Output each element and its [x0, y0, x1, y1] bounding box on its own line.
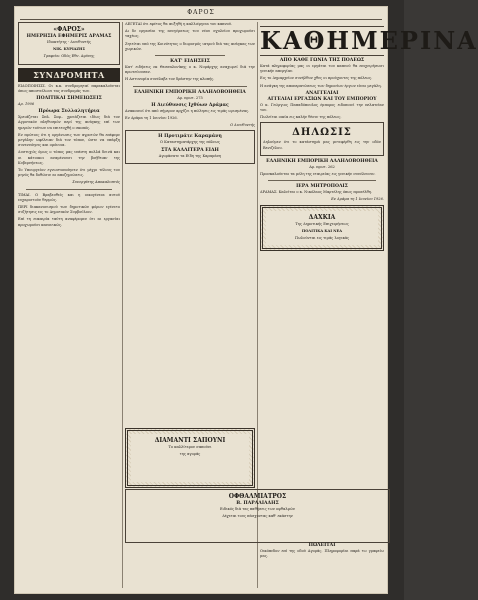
declaration-title: ΔΗΛΩΣΙΣ	[292, 127, 352, 139]
policy-heading: ΠΟΛΙΤΙΚΑΙ ΣΗΜΕΙΩΣΕΙΣ	[36, 96, 102, 102]
separator	[155, 55, 225, 56]
news-item: ΛΕΓΕΤΑΙ ότι εφέτος θα αυξηθή η καλλιέργεια του καπνού.	[125, 22, 233, 26]
notice-paragraph: Ανακοινοί ότι από σήμερον αρχίζει η πώλησις εις τιμάς ωρισμένας.	[125, 108, 250, 113]
article-heading: Πρόωρα Συλλαλητήρια	[38, 109, 100, 115]
dachkia-ad-box	[260, 205, 384, 252]
news-item: Αι δε εργασίαι της ανεγέρσεως του νέου σχολείου προχωρούσι ταχέως.	[125, 29, 255, 39]
kathimerina-subhead: ΑΠΟ ΚΑΘΕ ΓΩΝΙΑ ΤΗΣ ΠΟΛΕΩΣ	[279, 58, 365, 63]
soap-ad-box	[125, 428, 255, 488]
org-heading: ΕΛΛΗΝΙΚΗ ΕΜΠΟΡΙΚΗ ΑΛΛΗΛΟΒΟΗΘΕΙΑ	[266, 158, 378, 164]
column-rule	[122, 22, 123, 588]
announcements-heading: ΑΝΑΓΓΕΛΙΑΙ	[305, 90, 339, 96]
newspaper-page	[14, 6, 478, 594]
ad-line: Δέχεται τους πάσχοντας καθ' εκάστην	[222, 514, 293, 519]
column-1	[18, 22, 120, 588]
pharos-title: «ΦΑΡΟΣ»	[53, 26, 85, 33]
declaration-text: Δηλούμεν ότι το κατάστημά μας μετεφέρθη εις την οδόν Βενιζέλου.	[263, 140, 381, 150]
ad-line: της αγοράς	[179, 452, 201, 457]
column-3	[260, 22, 478, 484]
karamanis-ad	[125, 130, 255, 163]
declaration-box	[260, 122, 384, 155]
for-sale-paragraph: Οικόπεδον επί της οδού Αγοράς. Πληροφορίαι παρά τω γραφείω μας.	[260, 549, 384, 559]
kathimerina-paragraph: Εις το Δημαρχείον συνήλθον χθες οι προύχοντες της πόλεως.	[260, 76, 373, 81]
ad-line: Πωλούνται εις τιμάς λογικάς	[294, 236, 350, 241]
org-paragraph: Προσκαλούνται τα μέλη της εταιρείας εις γενικήν συνέλευσιν.	[260, 172, 376, 177]
article-paragraph: Εν πρώτοις ότι η οργάνωσις των αγροτών θα επέφερε μεγάλην ωφέλειαν διά τον τόπον, ώστε να υπάρξη συνεννόησις και ομόνοια.	[18, 132, 120, 148]
news-item: Ζητείται υπό της Κοινότητος ο διορισμός ιατρού διά τας ανάγκας των χωρικών.	[125, 41, 255, 51]
separator	[268, 180, 376, 181]
ad-line: Ειδικός διά τας παθήσεις των οφθαλμών	[219, 507, 296, 511]
column-2	[125, 22, 255, 484]
news-heading: ΚΑΤ' ΕΙΔΗΣΕΙΣ	[170, 59, 210, 65]
dateline: Αρ. 1906	[18, 102, 35, 107]
metropolis-heading: ΙΕΡΑ ΜΗΤΡΟΠΟΛΙΣ	[296, 184, 348, 190]
ad-line: Της Δημοτικής Επιχειρήσεως	[295, 221, 349, 226]
pharos-line: ΝΙΚ. ΚΥΡΙΑΖΗΣ	[52, 47, 85, 52]
ad-line: Ο Καταστηματάρχης της πόλεως	[160, 140, 220, 145]
notice-signature: Ο Διευθυντής	[230, 123, 255, 128]
ad-line: ΣΤΑ ΚΑΛΛΙΤΕΡΑ ΕΙΔΗ	[161, 147, 219, 153]
article-paragraph: Δυστυχώς όμως ο τόπος μας υπέστη πολλά δεινά και οι κάτοικοι αναμένουσι την βοήθειαν της Κυβερνήσεως.	[18, 150, 120, 165]
ophthalmologist-ad	[125, 489, 390, 543]
ad-title: ΔΑΧΚΙΑ	[308, 213, 336, 221]
announcement-paragraph: Ο κ. Γεώργιος Παπαδόπουλος έμπορος ειδοποιεί την πελατείαν του.	[260, 102, 384, 113]
header-rule	[20, 19, 382, 20]
notice-heading: Η Διεύθυνσις Ιχθύων Δράμας	[151, 102, 229, 108]
soap-ad-wrapper	[125, 426, 255, 484]
pharos-line: Ιδιοκτήτης - Διευθυντής	[47, 40, 91, 44]
news-item: Η Αστυνομία συνέλαβε τον δράστην της κλοπής.	[125, 77, 215, 82]
news-item: ΠΕΡΙ διακανονισμού των δημοτικών φόρων εγένετο συζήτησις εις το Δημοτικόν Συμβούλιον.	[18, 205, 120, 215]
article-signature: Συνεργάτης Αποκαλυπτός	[72, 180, 120, 185]
article-paragraph: Χρειάζεται Σπλ. Σοφ.. χρειάζεται ιδίως διά τον Αγροτικόν πληθυσμόν περί της ανάγκης επί των ημερών τούτων να επιτευχθή ο σκοπός.	[18, 115, 120, 130]
article-paragraph: Το Υπουργείον εγνωστοποίησεν ότι μέχρι τέλους του μηνός θα δοθώσιν αι αποζημιώσεις.	[18, 168, 120, 178]
ad-title: ΟΦΘΑΛΜΙΑΤΡΟΣ	[228, 493, 287, 500]
running-header: ΦΑΡΟΣ	[187, 9, 215, 16]
separator	[133, 86, 247, 87]
notice-paragraph: Εν Δράμα τη 1 Ιουνίου 1926.	[125, 116, 178, 121]
subscription-banner: ΣΥΝΔΡΟΜΗΤΑ	[18, 68, 120, 82]
ad-title: Η Προτιμάτε Καραμάνη	[158, 134, 222, 140]
ad-line: Αγοράσατε τα Είδη της Καραμάνη	[158, 153, 222, 158]
pharos-info-box	[18, 22, 120, 65]
org-line: Αρ. πρωτ. 275	[177, 95, 203, 100]
org-line: Αρ. πρωτ. 262	[309, 164, 335, 169]
news-item: Κατ' ειδήσεις εκ Θεσσαλονίκης ο κ. Νομάρχης αναχωρεί διά την πρωτεύουσαν.	[125, 65, 255, 75]
announcements-subheading: ΑΓΓΕΛΙΑΙ ΕΡΓΑΣΙΩΝ ΚΑΙ ΤΟΥ ΕΜΠΟΡΙΟΥ	[267, 96, 377, 102]
bottom-column-3	[260, 542, 384, 588]
metropolis-paragraph: ΔΡΑΜΑΣ. Καλείται ο κ. Νικόλαος Μαρτέλης όπως προσέλθη.	[260, 190, 373, 195]
metropolis-date: Εν Δράμα τη 1 Ιουνίου 1926.	[331, 197, 384, 202]
for-sale-heading: ΠΩΛΕΙΤΑΙ	[308, 543, 336, 548]
ad-line: ΠΟΛΙΤΙΚΑ ΚΑΙ ΝΕΑ	[301, 228, 343, 233]
pharos-subtitle: ΗΜΕΡΗΣΙΑ ΕΦΗΜΕΡΙΣ ΔΡΑΜΑΣ	[26, 34, 112, 39]
kathimerina-title: ΚΑΘΗΜΕΡΙΝΑ	[260, 26, 478, 55]
kathimerina-paragraph: Η ανάγκη της αποπερατώσεως των δημοσίων έργων είναι μεγάλη.	[260, 83, 382, 88]
separator	[26, 189, 112, 190]
ad-name: Β. ΠΑΡΑΛΙΑΔΗΣ	[236, 501, 279, 506]
news-item: ΤΙΜΑΙ. Ο Βραβευθείς και η οικογένεια αυτού ευχαριστούν θερμώς.	[18, 192, 120, 202]
kathimerina-paragraph: Κατά πληροφορίας μας οι εργάται του καπνού θα επιχειρήσωσι γενικήν απεργίαν.	[260, 64, 384, 74]
subscription-notice: ΕΙΔΟΠΟΙΗΣΙΣ. Οι κ.κ. συνδρομηταί παρακαλούνται όπως αποστείλωσι τας συνδρομάς των.	[18, 83, 120, 93]
org-heading: ΕΛΛΗΝΙΚΗ ΕΜΠΟΡΙΚΗ ΑΛΛΗΛΟΒΟΗΘΕΙΑ	[134, 89, 246, 95]
pharos-line: Γραφεία: Οδός Εθν. Αμύνης	[43, 54, 95, 59]
ad-line: Το καλλίτερον σαπούνι	[168, 445, 212, 449]
ad-title: ΔΙΑΜΑΝΤΙ ΣΑΠΟΥΝΙ	[154, 437, 226, 444]
announcement-paragraph: Πωλείται οικία εις καλήν θέσιν της πόλεως.	[260, 115, 342, 120]
news-item: Επί τη ευκαιρία ταύτη αναφέρομεν ότι αι εργασίαι προχωρούσι κανονικώς.	[18, 217, 120, 227]
